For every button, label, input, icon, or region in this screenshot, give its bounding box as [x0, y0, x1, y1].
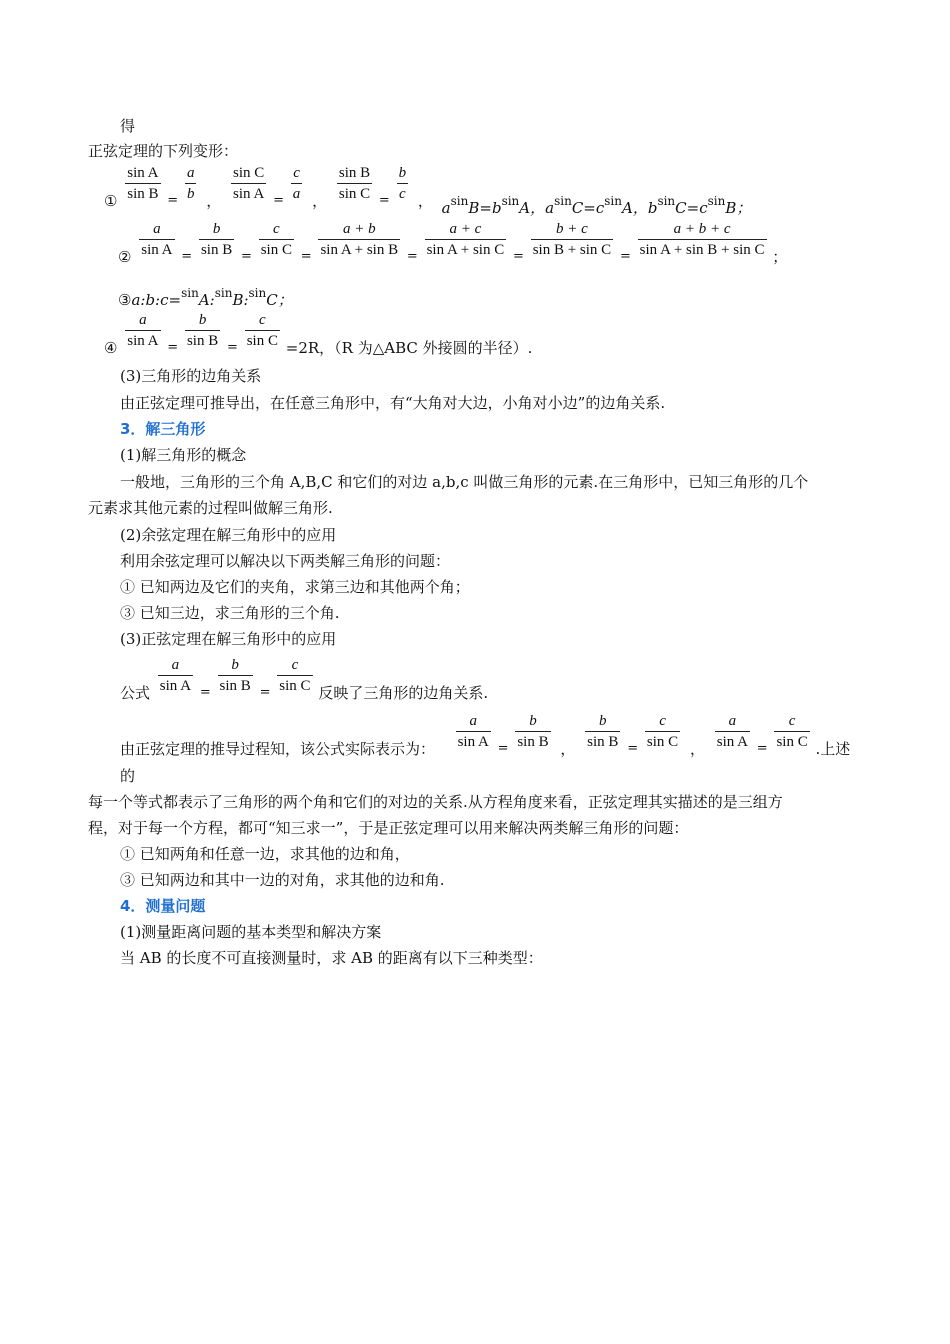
- fraction: $\frac{b + c}{\text{sin B + sin C}}$: [532, 221, 612, 258]
- fraction: $\frac{a}{\text{sin A}}$: [141, 221, 173, 258]
- p3-title: (3)正弦定理在解三角形中的应用: [120, 630, 337, 648]
- fraction: $\frac{a + b}{\text{sin A + sin B}}$: [320, 221, 399, 258]
- fraction: $\frac{a + c}{\text{sin A + sin C}}$: [426, 221, 505, 258]
- p1-title: (1)解三角形的概念: [120, 446, 247, 464]
- p3-body-2: 程，对于每一个方程，都可“知三求一”，于是正弦定理可以用来解决两类解三角形的问题：: [88, 819, 689, 837]
- q1-title: (1)测量距离问题的基本类型和解决方案: [120, 923, 382, 941]
- fraction: $\frac{a}{\text{sin A}}$: [127, 312, 159, 349]
- fraction: $\frac{c}{\text{sin C}}$: [776, 713, 808, 750]
- fraction: $\frac{\text{sin C}}{\text{sin A}}$: [233, 165, 265, 202]
- fraction: $\frac{c}{\text{sin C}}$: [646, 713, 679, 750]
- formula-3: ③a:b:c=$^{sin}$A:$^{sin}$B:$^{sin}$C；: [118, 286, 293, 309]
- fraction: $\frac{\text{sin A}}{\text{sin B}}$: [127, 165, 159, 202]
- fraction: $\frac{b}{\text{sin B}}$: [587, 713, 619, 750]
- p2-item-2: ③ 已知三边，求三角形的三个角.: [120, 604, 340, 622]
- p3-formula: 公式 $\frac{a}{\text{sin A}}$ = $\frac{b}{\text{sin B}}$ = $\frac{c}{\text{sin C}}$ 反映了三角形的边角关系.: [120, 657, 489, 702]
- formula-1-tail: $a^{sin}B=b^{sin}A$，$a^{sin}C=c^{sin}A$，$b^{sin}C=c^{sin}B$；: [441, 194, 752, 217]
- fraction: $\frac{b}{c}$: [398, 165, 407, 202]
- fraction: $\frac{b}{\text{sin B}}$: [186, 312, 219, 349]
- p1-body-2: 元素求其他元素的过程叫做解三角形.: [88, 499, 333, 517]
- line-de: 得: [120, 117, 136, 135]
- marker-2: ②: [118, 248, 132, 266]
- marker-4: ④: [104, 339, 118, 357]
- p1-body-1: 一般地，三角形的三个角 A,B,C 和它们的对边 a,b,c 叫做三角形的元素.在三角形中，已知三角形的几个: [120, 473, 809, 491]
- heading-4: 4．测量问题: [120, 897, 206, 915]
- p3-de: 的: [120, 767, 136, 785]
- p3-body-1: 每一个等式都表示了三角形的两个角和它们的对边的关系.从方程角度来看，正弦定理其实描述的是三组方: [88, 793, 783, 811]
- p3-derive: 由正弦定理的推导过程知，该公式实际表示为： $\frac{a}{\text{sin A}}$ = $\frac{b}{\text{sin B}}$ ， $\frac{b}{\text{sin B}}$ = $\frac{c}{\text{sin C}}$ ， $\frac{a}{\text{sin A}}$ = $\frac{c}{\text{sin C}}$ .上述: [120, 713, 851, 758]
- fraction: $\frac{a}{\text{sin A}}$: [159, 657, 192, 694]
- formula-4: ④ $\frac{a}{\text{sin A}}$ = $\frac{b}{\text{sin B}}$ = $\frac{c}{\text{sin C}}$ =2R，（R 为△ABC 外接圆的半径）.: [104, 312, 533, 357]
- fraction: $\frac{a + b + c}{\text{sin A + sin B + sin C}}$: [639, 221, 765, 258]
- section-3-title: (3)三角形的边角关系: [120, 367, 262, 385]
- p2-title: (2)余弦定理在解三角形中的应用: [120, 526, 337, 544]
- fraction: $\frac{c}{\text{sin C}}$: [260, 221, 292, 258]
- formula-1: ① $\frac{\text{sin A}}{\text{sin B}}$ = $\frac{a}{b}$ ， $\frac{\text{sin C}}{\text{sin A}}$ = $\frac{c}{a}$ ， $\frac{\text{sin B}}{\text{sin C}}$ = $\frac{b}{c}$ ， $a^{sin}B=b^{sin}A$，$a^{sin}C=c^{sin}A$，$b^{sin}C=c^{sin}B$；: [104, 165, 752, 217]
- formula-2: ② $\frac{a}{\text{sin A}}$ = $\frac{b}{\text{sin B}}$ = $\frac{c}{\text{sin C}}$ = $\frac{a + b}{\text{sin A + sin B}}$ = $\frac{a + c}{\text{sin A + sin C}}$ = $\frac{b + c}{\text{sin B + sin C}}$ = $\frac{a + b + c}{\text{sin A + sin B + sin C}}$ ；: [118, 221, 788, 266]
- fraction: $\frac{c}{\text{sin C}}$: [246, 312, 278, 349]
- fraction: $\frac{c}{\text{sin C}}$: [279, 657, 311, 694]
- fraction: $\frac{b}{\text{sin B}}$: [200, 221, 233, 258]
- marker-1: ①: [104, 192, 118, 210]
- p3-item-2: ③ 已知两边和其中一边的对角，求其他的边和角.: [120, 871, 445, 889]
- transform-intro: 正弦定理的下列变形：: [88, 142, 239, 160]
- fraction: $\frac{a}{\text{sin A}}$: [457, 713, 489, 750]
- p3-item-1: ① 已知两角和任意一边，求其他的边和角，: [120, 845, 410, 863]
- q1-body: 当 AB 的长度不可直接测量时，求 AB 的距离有以下三种类型：: [120, 949, 543, 967]
- fraction: $\frac{b}{\text{sin B}}$: [517, 713, 549, 750]
- heading-3: 3．解三角形: [120, 420, 206, 438]
- p2-item-1: ① 已知两边及它们的夹角，求第三边和其他两个角；: [120, 578, 470, 596]
- fraction: $\frac{a}{b}$: [186, 165, 195, 202]
- fraction: $\frac{c}{a}$: [292, 165, 301, 202]
- fraction: $\frac{a}{\text{sin A}}$: [716, 713, 748, 750]
- fraction: $\frac{\text{sin B}}{\text{sin C}}$: [338, 165, 371, 202]
- section-3-body: 由正弦定理可推导出，在任意三角形中，有“大角对大边，小角对小边”的边角关系.: [120, 394, 666, 412]
- p2-body: 利用余弦定理可以解决以下两类解三角形的问题：: [120, 552, 451, 570]
- fraction: $\frac{b}{\text{sin B}}$: [219, 657, 251, 694]
